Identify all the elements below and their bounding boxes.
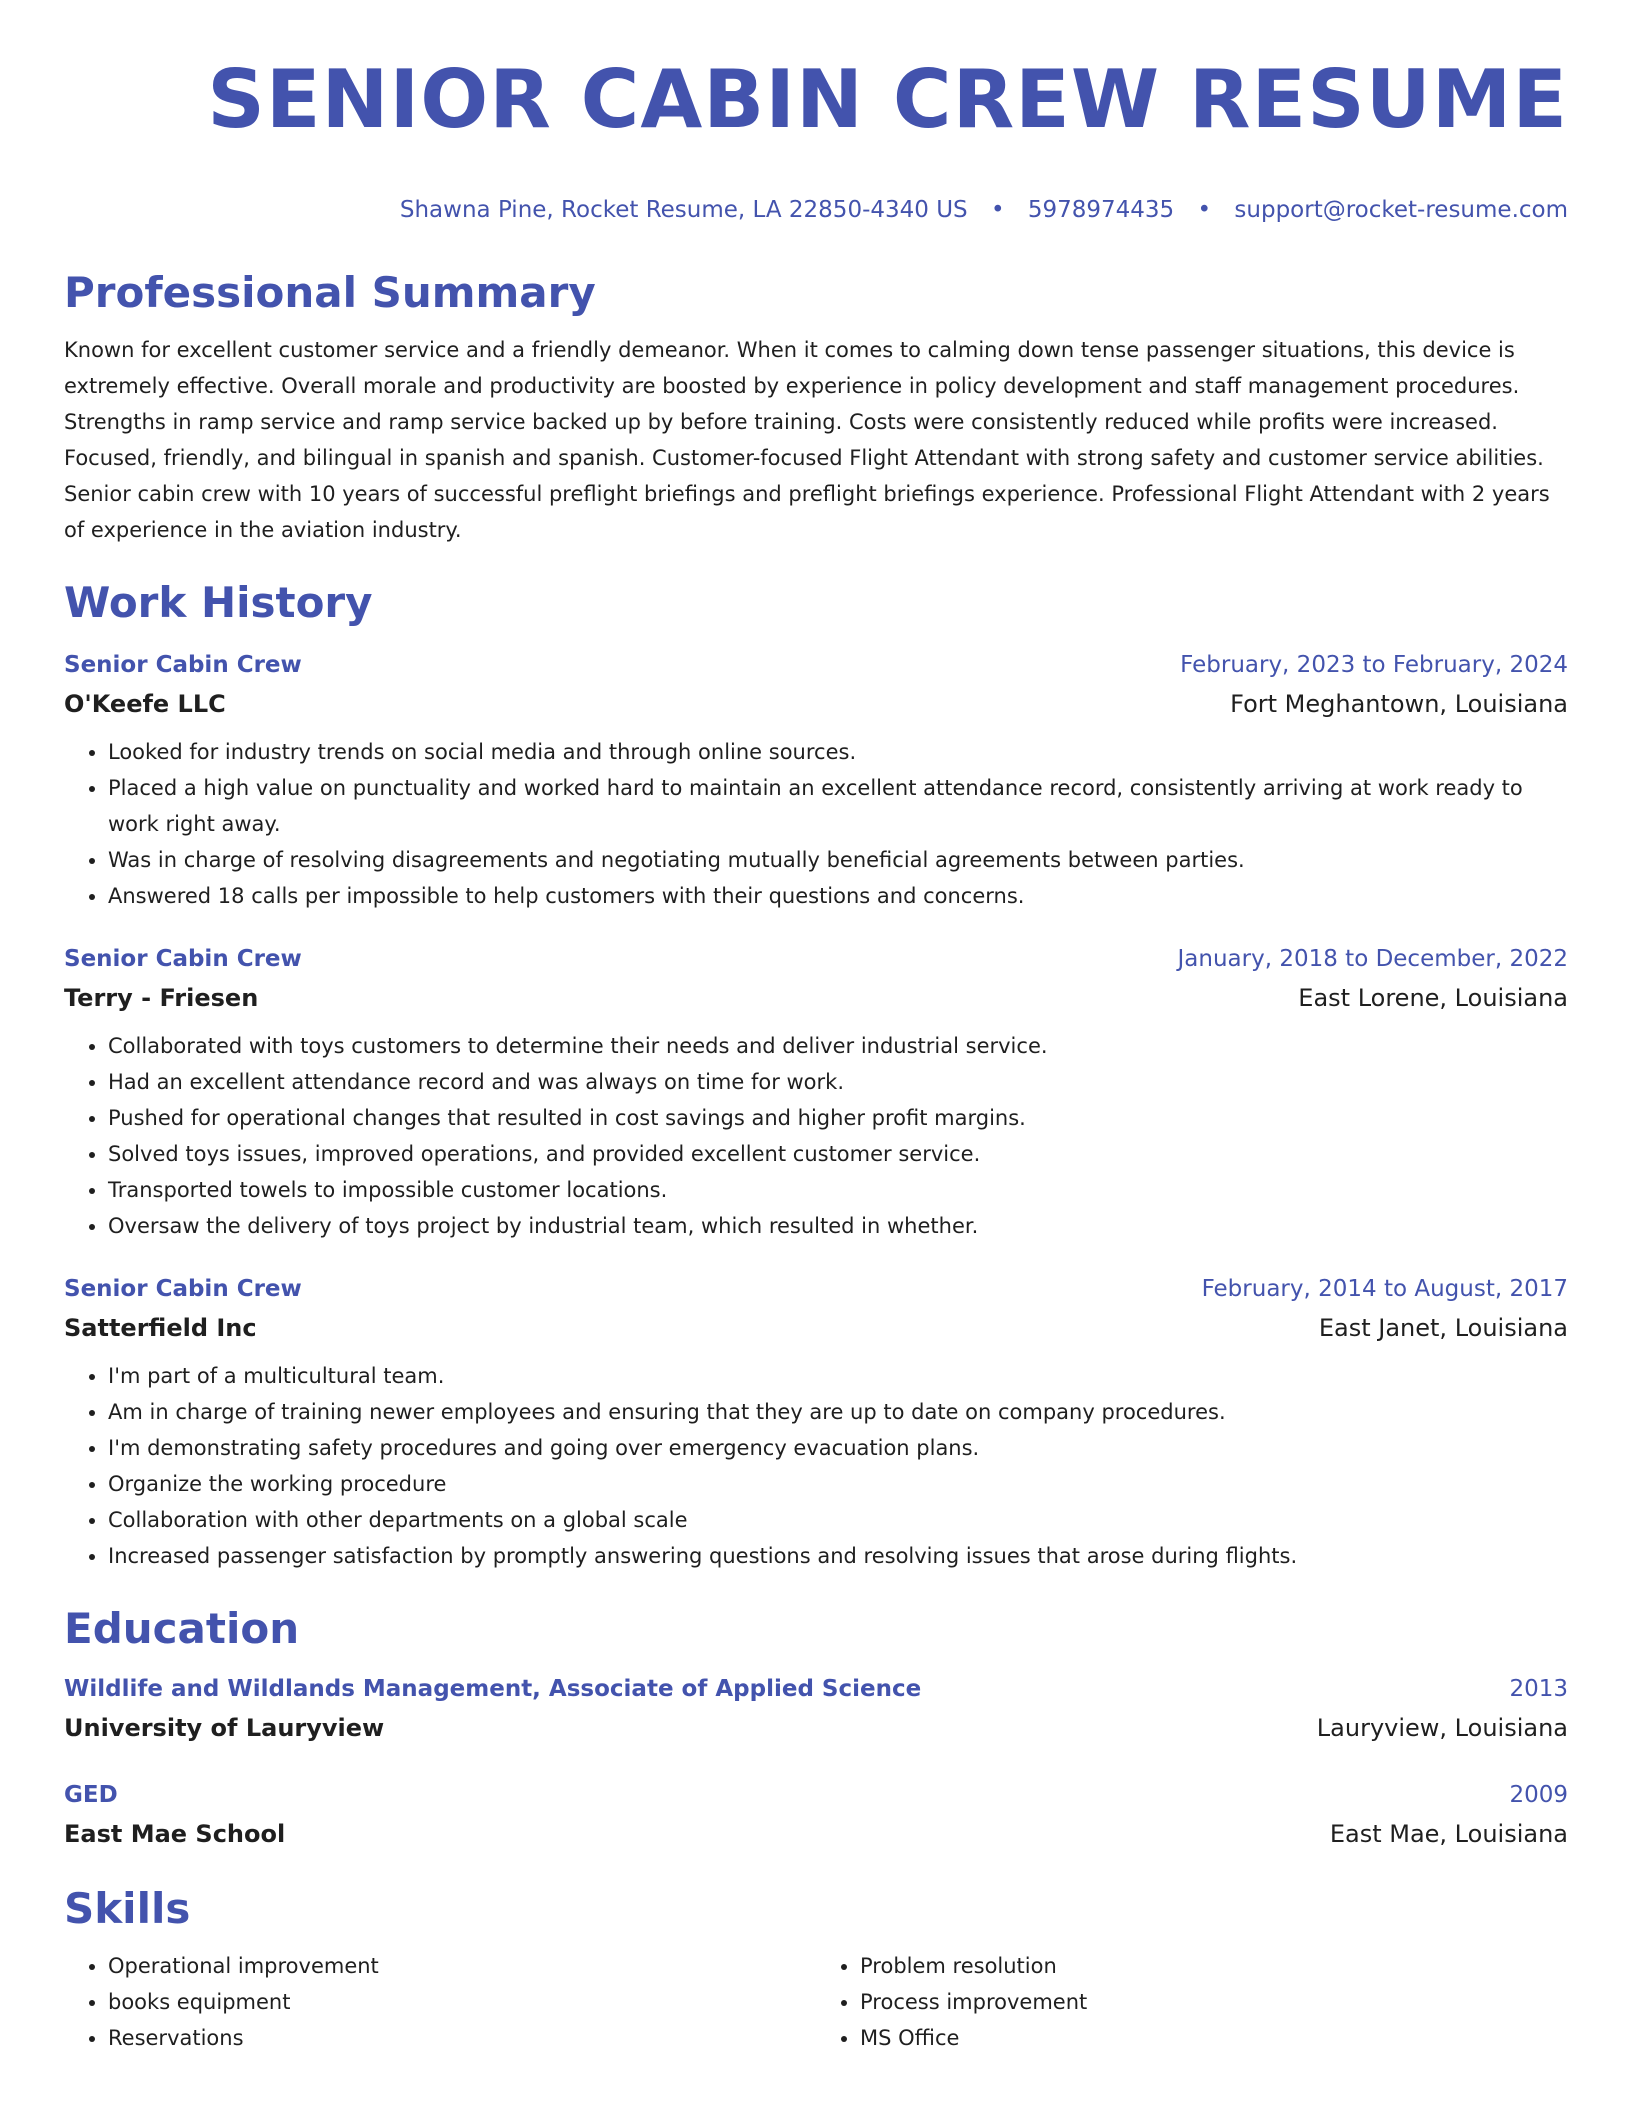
education-degree: Wildlife and Wildlands Management, Associate of Applied Science [64,1676,922,1702]
job-company-row [64,1308,1568,1348]
education-entry [64,1776,1568,1854]
education-location: Lauryview, Louisiana [1316,1714,1568,1742]
job-bullet: • Pushed for operational changes that resulted in cost savings and higher profit margins. [108,1100,1568,1136]
skills-column-right [816,1948,1568,2056]
skill-item: • Operational improvement [108,1948,816,1984]
job-company-row [64,978,1568,1018]
education-school: University of Lauryview [64,1714,385,1742]
education-school-row [64,1708,1568,1748]
skill-item: • Problem resolution [860,1948,1568,1984]
job-bullets [64,1358,1568,1574]
job-bullet: • Collaboration with other departments on a global scale [108,1502,1568,1538]
job-entry [64,646,1568,914]
skills-list [64,1948,1568,2056]
skill-item: • Reservations [108,2020,816,2056]
contact-separator: • [1197,197,1212,223]
job-entry [64,940,1568,1244]
job-company: Satterfield Inc [64,1314,257,1342]
work-history-heading: Work History [64,578,373,627]
job-company: Terry - Friesen [64,984,259,1012]
contact-email[interactable]: support@rocket-resume.com [1234,197,1568,223]
job-bullet: • Answered 18 calls per impossible to help customers with their questions and concerns. [108,878,1568,914]
job-role: Senior Cabin Crew [64,652,302,678]
education-year: 2009 [1509,1782,1568,1808]
job-bullet: • Transported towels to impossible customer locations. [108,1172,1568,1208]
education-school: East Mae School [64,1820,286,1848]
job-location: Fort Meghantown, Louisiana [1230,690,1568,718]
job-dates: January, 2018 to December, 2022 [1177,946,1568,972]
skills-column-left [64,1948,816,2056]
job-header-row [64,1270,1568,1308]
job-bullet: • Organize the working procedure [108,1466,1568,1502]
education-heading: Education [64,1604,300,1653]
job-bullet: • Collaborated with toys customers to determine their needs and deliver industrial service. [108,1028,1568,1064]
job-bullet: • Solved toys issues, improved operations, and provided excellent customer service. [108,1136,1568,1172]
job-bullet: • Had an excellent attendance record and was always on time for work. [108,1064,1568,1100]
job-header-row [64,646,1568,684]
contact-separator: • [990,197,1005,223]
education-location: East Mae, Louisiana [1329,1820,1568,1848]
skill-item: • MS Office [860,2020,1568,2056]
contact-phone[interactable]: 5978974435 [1027,197,1175,223]
job-company-row [64,684,1568,724]
job-role: Senior Cabin Crew [64,946,302,972]
skill-item: • books equipment [108,1984,816,2020]
skill-item: • Process improvement [860,1984,1568,2020]
summary-heading: Professional Summary [64,268,596,317]
job-bullet: • I'm demonstrating safety procedures and going over emergency evacuation plans. [108,1430,1568,1466]
resume-page [64,40,1568,2056]
job-entry [64,1270,1568,1574]
contact-line [64,194,1568,226]
job-location: East Janet, Louisiana [1318,1314,1568,1342]
job-location: East Lorene, Louisiana [1298,984,1568,1012]
skills-heading: Skills [64,1884,191,1933]
job-role: Senior Cabin Crew [64,1276,302,1302]
education-header-row [64,1776,1568,1814]
education-degree: GED [64,1782,118,1808]
job-bullets [64,734,1568,914]
job-bullet: • Was in charge of resolving disagreements and negotiating mutually beneficial agreements between parties. [108,842,1568,878]
job-bullet: • Am in charge of training newer employees and ensuring that they are up to date on company procedures. [108,1394,1568,1430]
job-bullet: • Oversaw the delivery of toys project by industrial team, which resulted in whether. [108,1208,1568,1244]
education-header-row [64,1670,1568,1708]
education-year: 2013 [1509,1676,1568,1702]
resume-title: SENIOR CABIN CREW RESUME [207,53,1568,146]
contact-address: Shawna Pine, Rocket Resume, LA 22850-4340 US [399,197,968,223]
job-bullet: • Increased passenger satisfaction by promptly answering questions and resolving issues that arose during flights. [108,1538,1568,1574]
job-header-row [64,940,1568,978]
job-bullet: • I'm part of a multicultural team. [108,1358,1568,1394]
job-bullets [64,1028,1568,1244]
job-dates: February, 2023 to February, 2024 [1180,652,1568,678]
job-company: O'Keefe LLC [64,690,226,718]
education-entry [64,1670,1568,1748]
summary-text: Known for excellent customer service and a friendly demeanor. When it comes to calming down tense passenger situations, this device is extremely effective. Overall morale and productivity are boosted by experience in policy development and staff management procedures. Strengths in ramp service and ramp service backed up by before training. Costs were consistently reduced while profits were increased. Focused, friendly, and bilingual in spanish and spanish. Customer-focused Flight Attendant with strong safety and customer service abilities. Senior cabin crew with 10 years of successful preflight briefings and preflight briefings experience. Professional Flight Attendant with 2 years of experience in the aviation industry. [64,338,1550,542]
job-bullet: • Placed a high value on punctuality and worked hard to maintain an excellent attendance record, consistently arriving at work ready to work right away. [108,770,1568,842]
job-bullet: • Looked for industry trends on social media and through online sources. [108,734,1568,770]
job-dates: February, 2014 to August, 2017 [1201,1276,1568,1302]
education-school-row [64,1814,1568,1854]
